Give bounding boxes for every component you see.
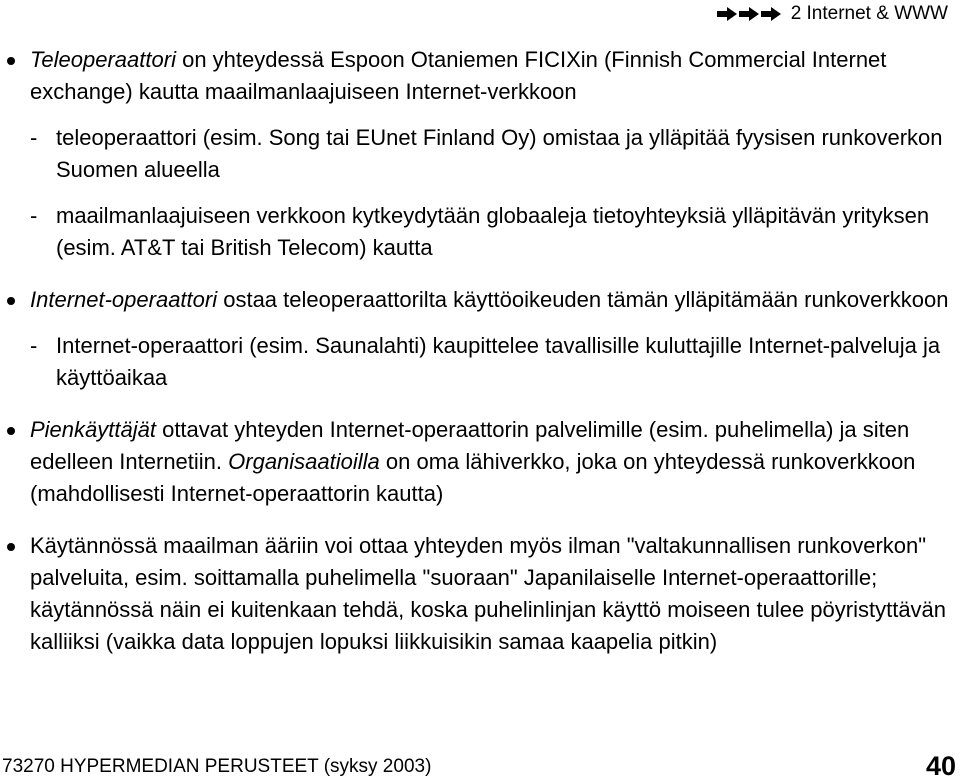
footer	[0, 742, 960, 782]
bullet-pienkayttajat	[0, 414, 960, 510]
dash-icon: -	[30, 125, 38, 150]
sub-text: maailmanlaajuiseen verkkoon kytkeydytään globaaleja tietoyhteyksiä ylläpitävän yrityksen (esim. AT&T tai British Telecom) kautta	[56, 203, 930, 260]
page-number: 40	[925, 751, 956, 781]
bullet-text: on yhteydessä Espoon Otaniemen FICIXin (Finnish Commercial Internet exchange) kautta maailmanlaajuiseen Internet-verkkoon	[30, 47, 887, 104]
bullet-icon	[7, 297, 15, 305]
arrow-group	[717, 7, 781, 21]
slide-content	[0, 44, 960, 658]
bullet-teleoperaattori	[0, 44, 960, 108]
bullet-icon	[7, 427, 15, 435]
arrow-right-icon	[717, 7, 737, 21]
bullet-text: Käytännössä maailman ääriin voi ottaa yhteyden myös ilman "valtakunnallisen runkoverkon" palveluita, esim. soittamalla puhelimella "suoraan" Japanilaiselle Internet-operaattorille; käytännössä näin ei kuitenkaan tehdä, koska puhelinlinjan käyttö moiseen tulee pöyristyttävän kalliiksi (vaikka data loppujen lopuksi liikkuisikin samaa kaapelia pitkin)	[30, 533, 947, 654]
term: Pienkäyttäjät	[30, 417, 156, 442]
section-title: 2 Internet & WWW	[790, 3, 948, 24]
course-title: 73270 HYPERMEDIAN PERUSTEET (syksy 2003)	[2, 756, 432, 777]
dash-icon: -	[30, 333, 38, 358]
bullet-internet-operaattori	[0, 284, 960, 316]
bullet-text: ostaa teleoperaattorilta käyttöoikeuden tämän ylläpitämään runkoverkkoon	[217, 287, 949, 312]
arrow-right-icon	[739, 7, 759, 21]
bullet-icon	[7, 57, 15, 65]
section-header	[717, 0, 948, 28]
sub-text: Internet-operaattori (esim. Saunalahti) kaupittelee tavallisille kuluttajille Internet-palveluja ja käyttöaikaa	[56, 333, 941, 390]
term: Teleoperaattori	[30, 47, 176, 72]
bullet-text: ottavat yhteyden Internet-operaattorin palvelimille (esim. puhelimella) ja siten edelleen Internetiin.	[30, 417, 910, 474]
sub-item	[0, 330, 960, 394]
sub-text: teleoperaattori (esim. Song tai EUnet Finland Oy) omistaa ja ylläpitää fyysisen runkoverkon Suomen alueella	[56, 125, 943, 182]
arrow-right-icon	[761, 7, 781, 21]
bullet-icon	[7, 543, 15, 551]
sub-item	[0, 200, 960, 264]
bullet-text: on oma lähiverkko, joka on yhteydessä runkoverkkoon (mahdollisesti Internet-operaattorin kautta)	[30, 449, 916, 506]
sub-item	[0, 122, 960, 186]
term: Internet-operaattori	[30, 287, 218, 312]
bullet-kaytannossa	[0, 530, 960, 658]
term: Organisaatioilla	[228, 449, 380, 474]
dash-icon: -	[30, 203, 38, 228]
